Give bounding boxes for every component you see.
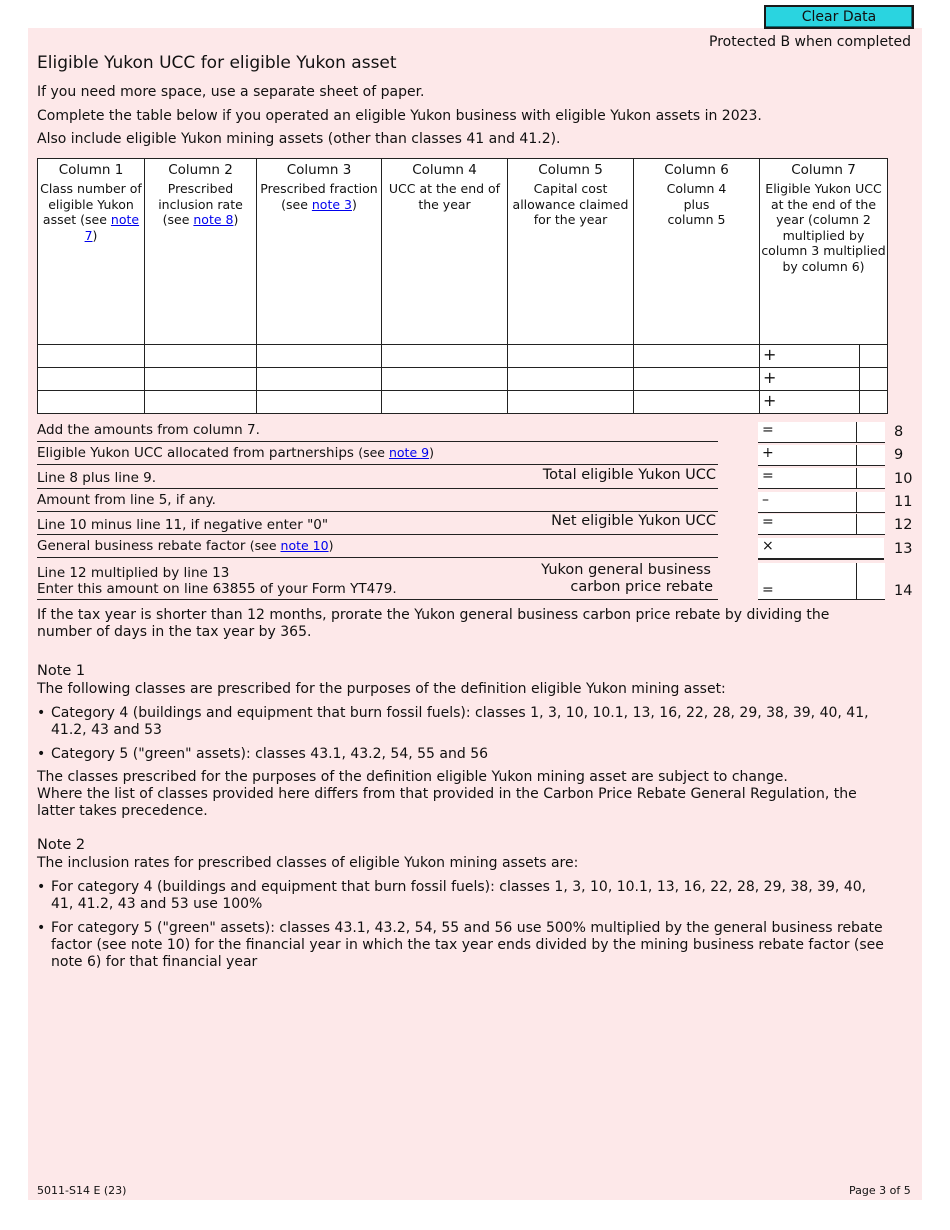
line-9-cents[interactable] bbox=[856, 445, 885, 466]
line-10-amount[interactable]: = bbox=[758, 468, 856, 489]
note-3-link[interactable]: note 3 bbox=[311, 196, 352, 212]
intro-line-1: If you need more space, use a separate sheet of paper. bbox=[37, 84, 425, 100]
cell-col6[interactable] bbox=[634, 391, 760, 414]
note-2-bullet: • For category 5 ("green" assets): classes 43.1, 43.2, 54, 55 and 56 use 500% multiplied by the general business rebate factor (see note 10) for the financial year in which the tax year ends divided by the mining business rebate factor (see note 6) for that financial year bbox=[37, 920, 887, 971]
line-9-row: Eligible Yukon UCC allocated from partnerships (see note 9) bbox=[37, 445, 718, 465]
cell-col3[interactable] bbox=[257, 368, 382, 391]
cell-col7[interactable]: + bbox=[760, 391, 860, 414]
note-1-after-1: The classes prescribed for the purposes of the definition eligible Yukon mining asset are subject to change. bbox=[37, 769, 788, 785]
line-8-row: Add the amounts from column 7. bbox=[37, 422, 718, 442]
table-row bbox=[38, 391, 888, 414]
line-12-amount[interactable]: = bbox=[758, 514, 856, 535]
line-9-number: 9 bbox=[894, 447, 904, 463]
cell-col5[interactable] bbox=[508, 391, 634, 414]
note-1-section bbox=[37, 663, 887, 820]
line-11-row: Amount from line 5, if any. bbox=[37, 492, 718, 512]
cell-col2[interactable] bbox=[145, 368, 257, 391]
line-12-number: 12 bbox=[894, 517, 913, 533]
cell-col2[interactable] bbox=[145, 345, 257, 368]
cell-col5[interactable] bbox=[508, 345, 634, 368]
line-12-cents[interactable] bbox=[856, 514, 885, 535]
column-1-header: Column 1 Class number of eligible Yukon asset (see note 7) bbox=[38, 159, 145, 345]
cell-col3[interactable] bbox=[257, 391, 382, 414]
line-11-amount[interactable]: – bbox=[758, 492, 856, 513]
form-number: 5011-S14 E (23) bbox=[37, 1184, 127, 1197]
note-1-bullet: • Category 5 ("green" assets): classes 43.1, 43.2, 54, 55 and 56 bbox=[37, 746, 887, 763]
cell-col6[interactable] bbox=[634, 345, 760, 368]
line-8-cents[interactable] bbox=[856, 422, 885, 443]
cell-col7[interactable]: + bbox=[760, 345, 860, 368]
line-10-row: Line 8 plus line 9. Total eligible Yukon UCC bbox=[37, 468, 718, 489]
note-8-link[interactable]: note 8 bbox=[193, 212, 234, 227]
note-7-link[interactable]: note 7 bbox=[84, 212, 140, 243]
line-13-amount[interactable]: × bbox=[758, 538, 884, 560]
column-5-header: Column 5 Capital cost allowance claimed for the year bbox=[508, 159, 634, 345]
note-2-title: Note 2 bbox=[37, 837, 86, 853]
cell-col1[interactable] bbox=[38, 368, 145, 391]
prorate-text: If the tax year is shorter than 12 months, prorate the Yukon general business carbon price rebate by dividing the number of days in the tax year by 365. bbox=[37, 607, 830, 640]
table-row bbox=[38, 368, 888, 391]
intro-line-3: Also include eligible Yukon mining assets (other than classes 41 and 41.2). bbox=[37, 131, 561, 147]
cell-col4[interactable] bbox=[382, 345, 508, 368]
cell-col2[interactable] bbox=[145, 391, 257, 414]
line-14-row: Line 12 multiplied by line 13 Enter this amount on line 63855 of your Form YT479. Yukon general business carbon price rebate bbox=[37, 563, 718, 600]
cell-col6[interactable] bbox=[634, 368, 760, 391]
protected-label: Protected B when completed bbox=[709, 34, 912, 50]
line-11-cents[interactable] bbox=[856, 492, 885, 513]
column-3-header: Column 3 Prescribed fraction (see note 3) bbox=[257, 159, 382, 345]
intro-text bbox=[37, 81, 762, 152]
note-1-title: Note 1 bbox=[37, 663, 86, 679]
line-10-cents[interactable] bbox=[856, 468, 885, 489]
cell-col3[interactable] bbox=[257, 345, 382, 368]
note-1-bullet: • Category 4 (buildings and equipment that burn fossil fuels): classes 1, 3, 10, 10.1, 13, 16, 22, 28, 29, 38, 39, 40, 41, 41.2, 43 and 53 bbox=[37, 705, 887, 739]
line-9-amount[interactable]: + bbox=[758, 445, 856, 466]
cell-col5[interactable] bbox=[508, 368, 634, 391]
note-2-section bbox=[37, 837, 887, 977]
line-11-number: 11 bbox=[894, 494, 913, 510]
cell-col4[interactable] bbox=[382, 391, 508, 414]
note-1-after-2: Where the list of classes provided here differs from that provided in the Carbon Price Rebate General Regulation, the latter takes precedence. bbox=[37, 786, 857, 819]
cell-col1[interactable] bbox=[38, 345, 145, 368]
line-14-number: 14 bbox=[894, 583, 913, 599]
clear-data-button[interactable]: Clear Data bbox=[764, 5, 914, 29]
column-4-header: Column 4 UCC at the end of the year bbox=[382, 159, 508, 345]
note-1-intro: The following classes are prescribed for the purposes of the definition eligible Yukon mining asset: bbox=[37, 681, 726, 697]
column-6-header: Column 6 Column 4 plus column 5 bbox=[634, 159, 760, 345]
cell-col7[interactable]: + bbox=[760, 368, 860, 391]
asset-table bbox=[37, 158, 888, 414]
line-8-number: 8 bbox=[894, 424, 904, 440]
column-2-header: Column 2 Prescribed inclusion rate (see note 8) bbox=[145, 159, 257, 345]
cell-col7-cents[interactable] bbox=[860, 391, 888, 414]
section-title: Eligible Yukon UCC for eligible Yukon asset bbox=[37, 53, 397, 73]
line-8-amount[interactable]: = bbox=[758, 422, 856, 443]
line-14-cents[interactable] bbox=[856, 563, 885, 600]
cell-col7-cents[interactable] bbox=[860, 368, 888, 391]
note-2-bullet: • For category 4 (buildings and equipment that burn fossil fuels): classes 1, 3, 10, 10.1, 13, 16, 22, 28, 29, 38, 39, 40, 41, 41.2, 43 and 53 use 100% bbox=[37, 879, 887, 913]
table-row bbox=[38, 345, 888, 368]
line-13-row: General business rebate factor (see note 10) bbox=[37, 538, 718, 558]
note-2-intro: The inclusion rates for prescribed classes of eligible Yukon mining assets are: bbox=[37, 855, 579, 871]
note-10-link[interactable]: note 10 bbox=[280, 538, 329, 553]
intro-line-2: Complete the table below if you operated an eligible Yukon business with eligible Yukon assets in 2023. bbox=[37, 107, 762, 124]
page-number: Page 3 of 5 bbox=[849, 1184, 911, 1197]
line-14-amount[interactable]: = bbox=[758, 563, 856, 600]
line-12-row: Line 10 minus line 11, if negative enter "0" Net eligible Yukon UCC bbox=[37, 513, 716, 533]
line-10-number: 10 bbox=[894, 471, 913, 487]
cell-col7-cents[interactable] bbox=[860, 345, 888, 368]
cell-col4[interactable] bbox=[382, 368, 508, 391]
note-9-link[interactable]: note 9 bbox=[388, 445, 430, 460]
cell-col1[interactable] bbox=[38, 391, 145, 414]
column-7-header: Column 7 Eligible Yukon UCC at the end of the year (column 2 multiplied by column 3 multiplied by column 6) bbox=[760, 159, 888, 345]
line-13-number: 13 bbox=[894, 541, 913, 557]
